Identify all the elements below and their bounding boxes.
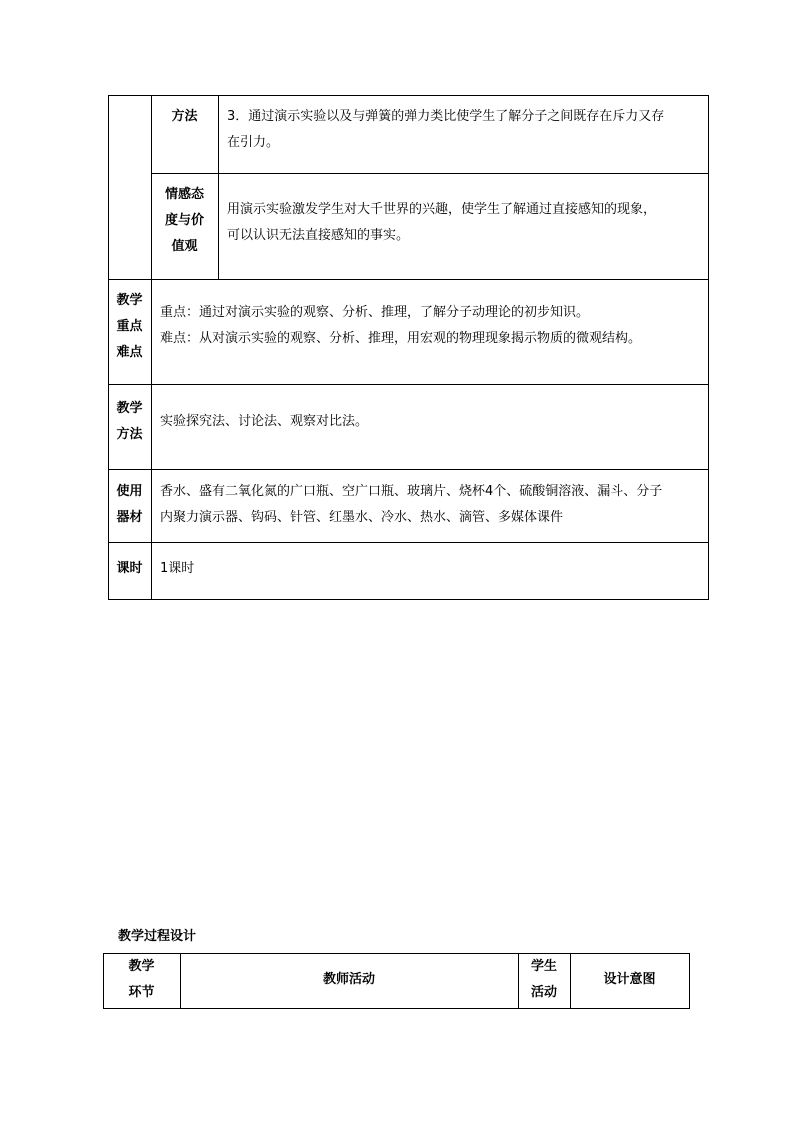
equipment-label-1: 使用 [116,484,143,499]
row-label-teaching-method [108,396,151,448]
attitude-line-2: 可以认识无法直接感知的事实。 [227,228,410,243]
attitude-label-3: 值观 [171,239,198,254]
row-label-method: 方法 [171,109,198,124]
attitude-label-1: 情感态 [164,187,204,202]
method-line-2: 在引力。 [227,135,280,150]
header-design-intent: 设计意图 [603,972,656,987]
teaching-method-text [160,409,706,435]
row-label-periods: 课时 [116,561,143,576]
header-stage-1: 教学 [128,959,155,974]
row-label-equipment [108,479,151,531]
difficulty-line: 难点：从对演示实验的观察、分析、推理，用宏观的物理现象揭示物质的微观结构。 [160,331,642,346]
header-student-2: 活动 [530,985,557,1000]
attitude-line-1: 用演示实验激发学生对大千世界的兴趣，使学生了解通过直接感知的现象， [227,202,657,217]
teaching-method-label-2: 方法 [116,427,143,442]
teaching-method-line: 实验探究法、讨论法、观察对比法。 [160,414,369,429]
method-line-1: 3．通过演示实验以及与弹簧的弹力类比使学生了解分子之间既存在斥力又存 [227,109,665,124]
equipment-label-2: 器材 [116,510,143,525]
attitude-text [227,197,705,249]
key-point-line: 重点：通过对演示实验的观察、分析、推理，了解分子动理论的初步知识。 [160,305,590,320]
method-text [227,104,705,156]
equipment-line-2: 内聚力演示器、钩码、针管、红墨水、冷水、热水、滴管、多媒体课件 [160,510,564,525]
teaching-method-label-1: 教学 [116,401,143,416]
periods-text: 1课时 [160,561,195,576]
key-points-label-1: 教学 [116,293,143,308]
header-student-1: 学生 [530,959,557,974]
equipment-text [160,479,708,531]
key-points-label-2: 重点 [116,319,143,334]
header-stage [103,954,180,1006]
key-points-text [160,300,706,352]
equipment-line-1: 香水、盛有二氧化氮的广口瓶、空广口瓶、玻璃片、烧杯4个、硫酸铜溶液、漏斗、分子 [160,484,663,499]
header-stage-2: 环节 [128,985,155,1000]
key-points-label-3: 难点 [116,345,143,360]
header-student-activity [518,954,570,1006]
row-label-attitude [151,182,218,260]
attitude-label-2: 度与价 [164,213,204,228]
row-label-key-points [108,288,151,366]
header-teacher-activity: 教师活动 [322,972,375,987]
process-table [0,940,794,1030]
section-title: 教学过程设计 [118,929,197,944]
